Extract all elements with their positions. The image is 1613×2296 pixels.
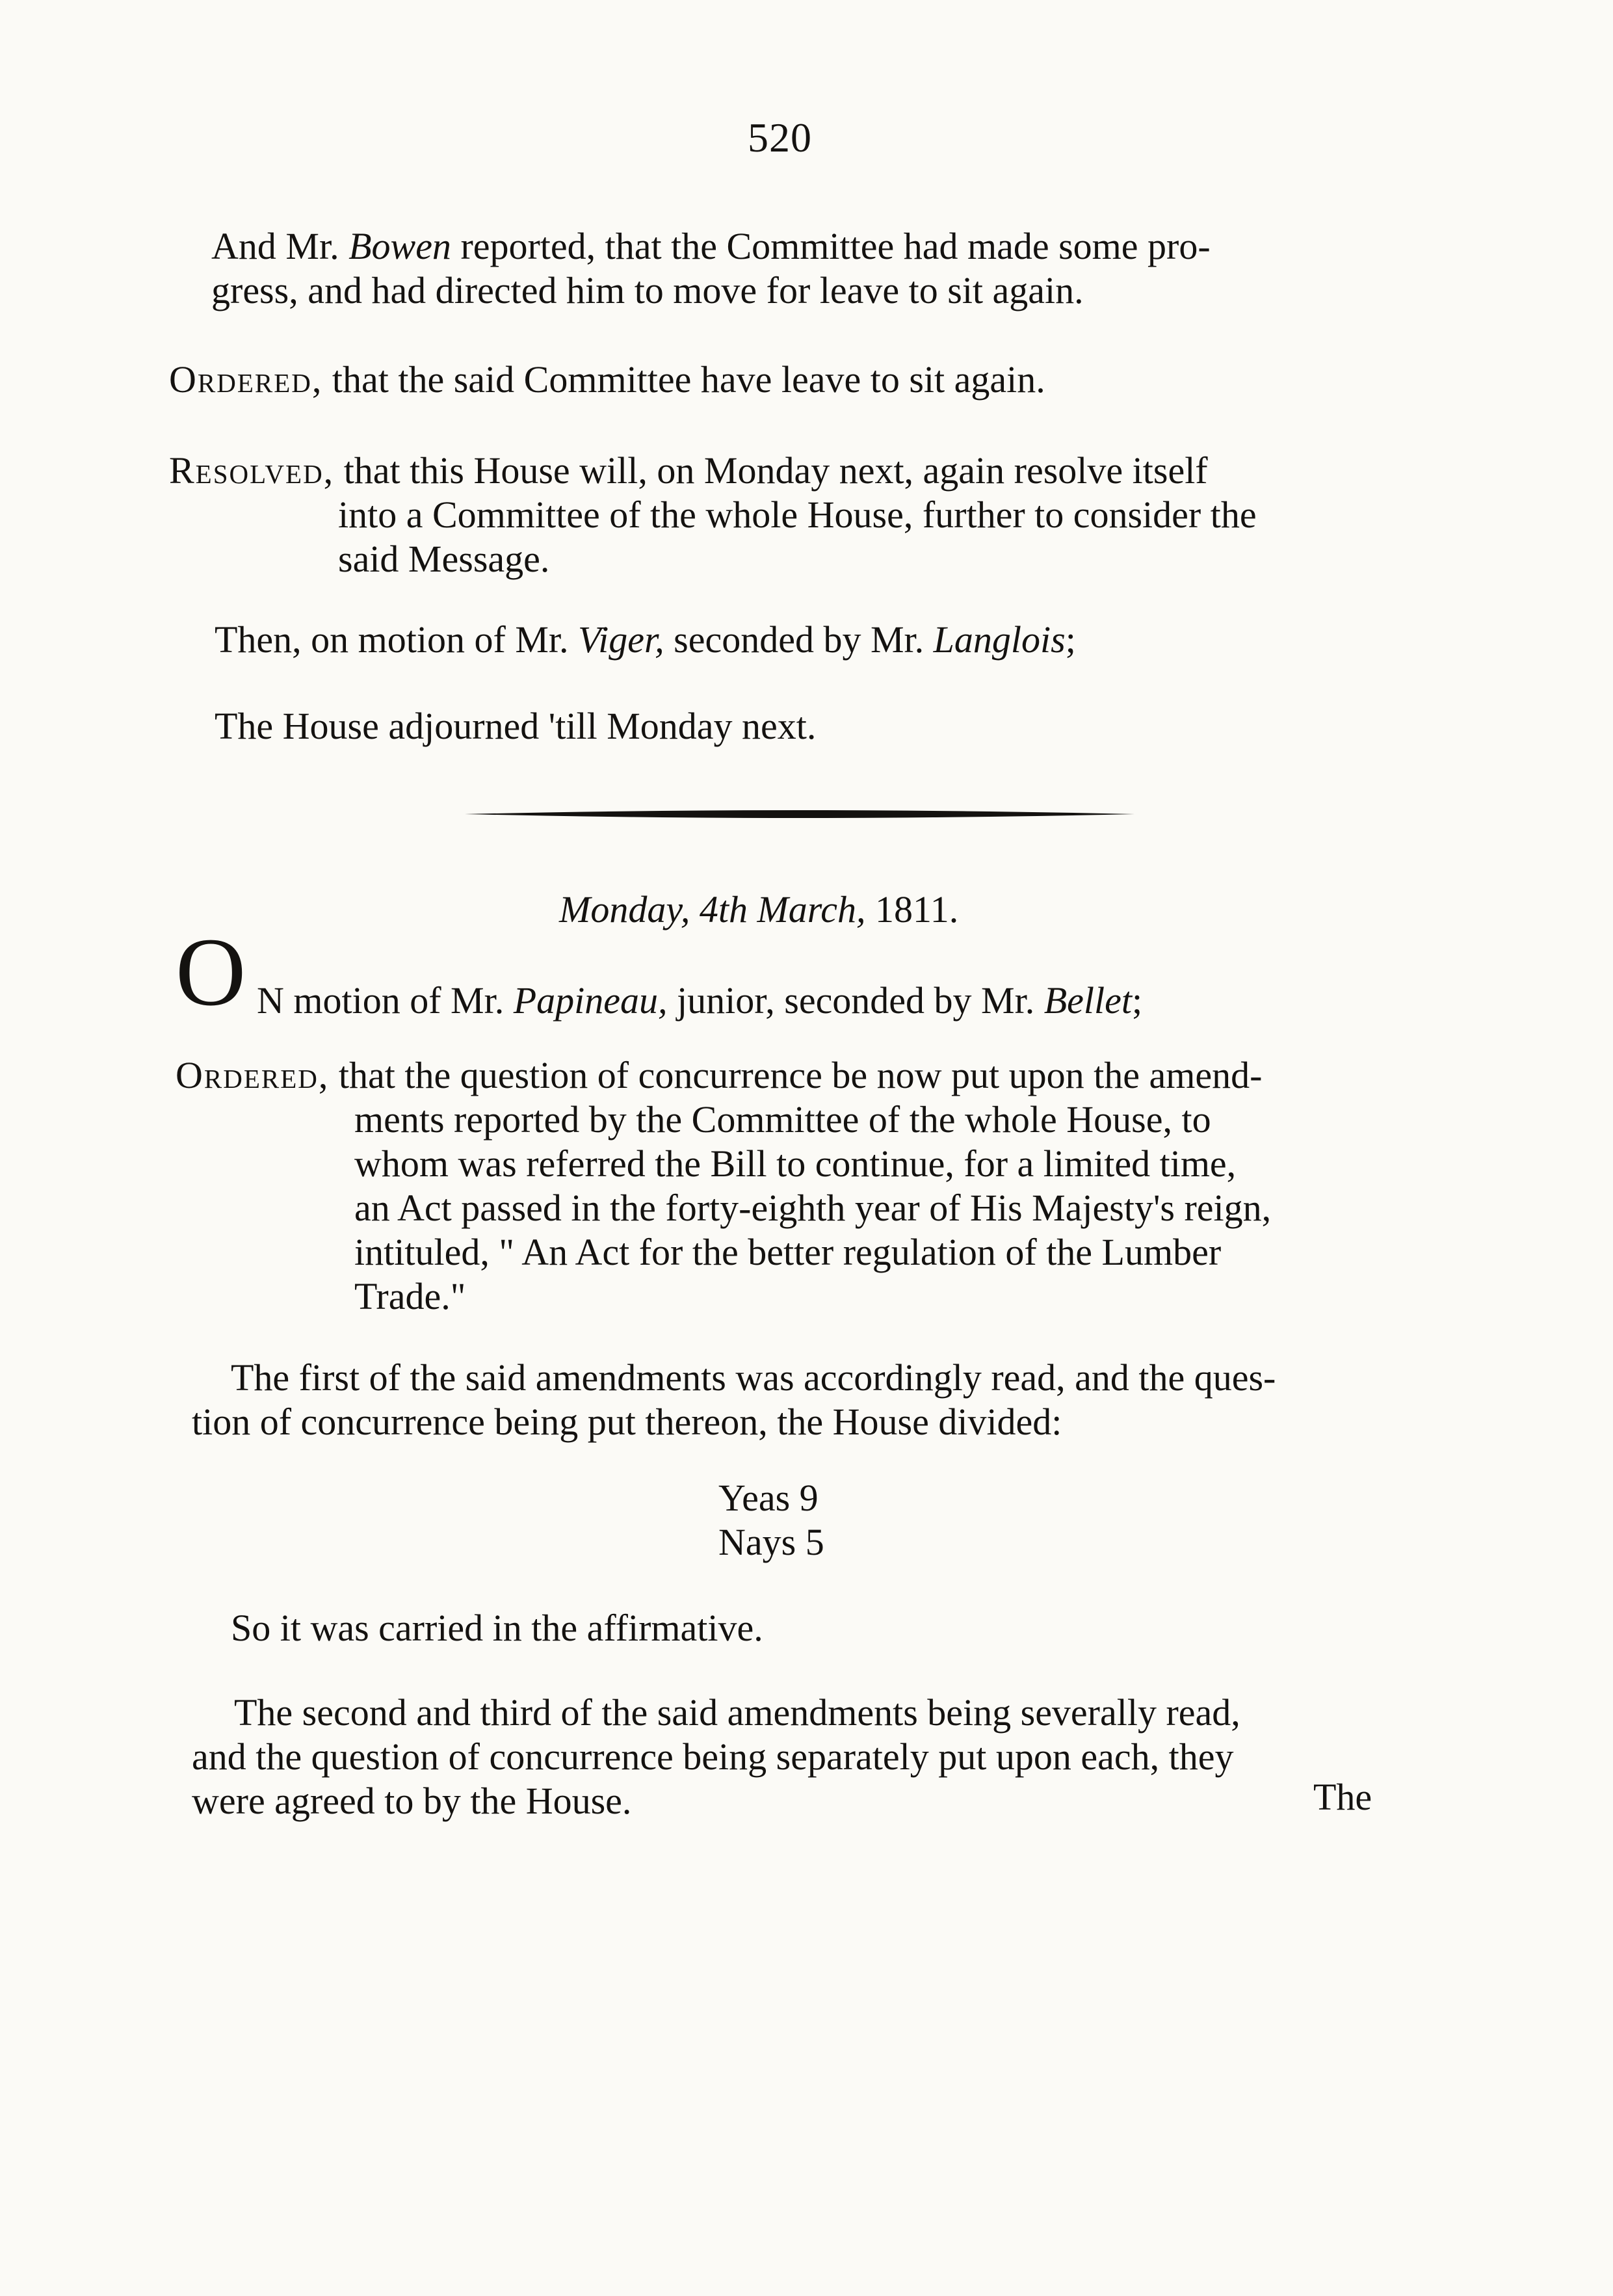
ordered-label: Ordered, [169,358,323,401]
ordered-leave-paragraph [169,358,1045,402]
page-number: 520 [748,114,812,161]
second-amendment-paragraph: The second and third of the said amendments being severally read, and the question of concurrence being separately put upon each, they were agreed to by the House. [192,1691,1240,1822]
yeas-row: Yeas 9 [718,1477,819,1519]
motion-papineau-paragraph: N motion of Mr. Papineau, junior, seconded by Mr. Bellet; [257,979,1143,1022]
resolved-line-1: Resolved, that this House will, on Monday next, again resolve itself [169,449,1208,492]
resolved-line-2: into a Committee of the whole House, further to consider the [338,494,1257,536]
member-name-bellet: Bellet [1043,979,1133,1022]
member-name-viger: Viger, [578,618,664,661]
drop-cap-letter: O [176,918,246,1026]
section-divider-rule [465,805,1134,823]
nays-count: 5 [805,1521,824,1563]
resolved-line-3: said Message. [338,538,550,580]
yeas-count: 9 [799,1477,819,1519]
ordered-text: that the said Committee have leave to sit again. [322,358,1045,401]
report-line-1: And Mr. Bowen reported, that the Committee had made some pro- [211,225,1211,267]
motion-viger-paragraph: Then, on motion of Mr. Viger, seconded by Mr. Langlois; [215,618,1076,661]
ordered-label-2: Ordered, [176,1054,330,1096]
report-paragraph [211,224,1211,313]
member-name-bowen: Bowen [348,225,451,267]
division-votes [718,1476,824,1564]
date-heading: Monday, 4th March, 1811. [559,888,959,930]
member-name-papineau: Papineau, [513,979,668,1022]
ordered-question-paragraph: Ordered, that the question of concurrence be now put upon the amend- ments reported by the Committee of the whole House, to whom was referred the Bill to continue, for a limited time, an Act passed in the forty-eighth year of His Majesty's reign, intituled, " An Act for the better regulation of the Lumber Trade." [176,1054,1272,1317]
first-amendment-paragraph: The first of the said amendments was accordingly read, and the ques- tion of concurrence being put thereon, the House divided: [192,1356,1276,1443]
resolved-label: Resolved, [169,449,335,492]
carried-line: So it was carried in the affirmative. [231,1607,763,1649]
nays-row: Nays 5 [718,1521,824,1563]
report-line-2: gress, and had directed him to move for leave to sit again. [211,269,1084,311]
adjournment-line: The House adjourned 'till Monday next. [215,705,817,747]
resolved-paragraph [169,449,1257,581]
member-name-langlois: Langlois [933,618,1066,661]
catchword: The [1313,1776,1372,1818]
ordered-question-line-1: Ordered, that the question of concurrence be now put upon the amend- [176,1054,1263,1096]
